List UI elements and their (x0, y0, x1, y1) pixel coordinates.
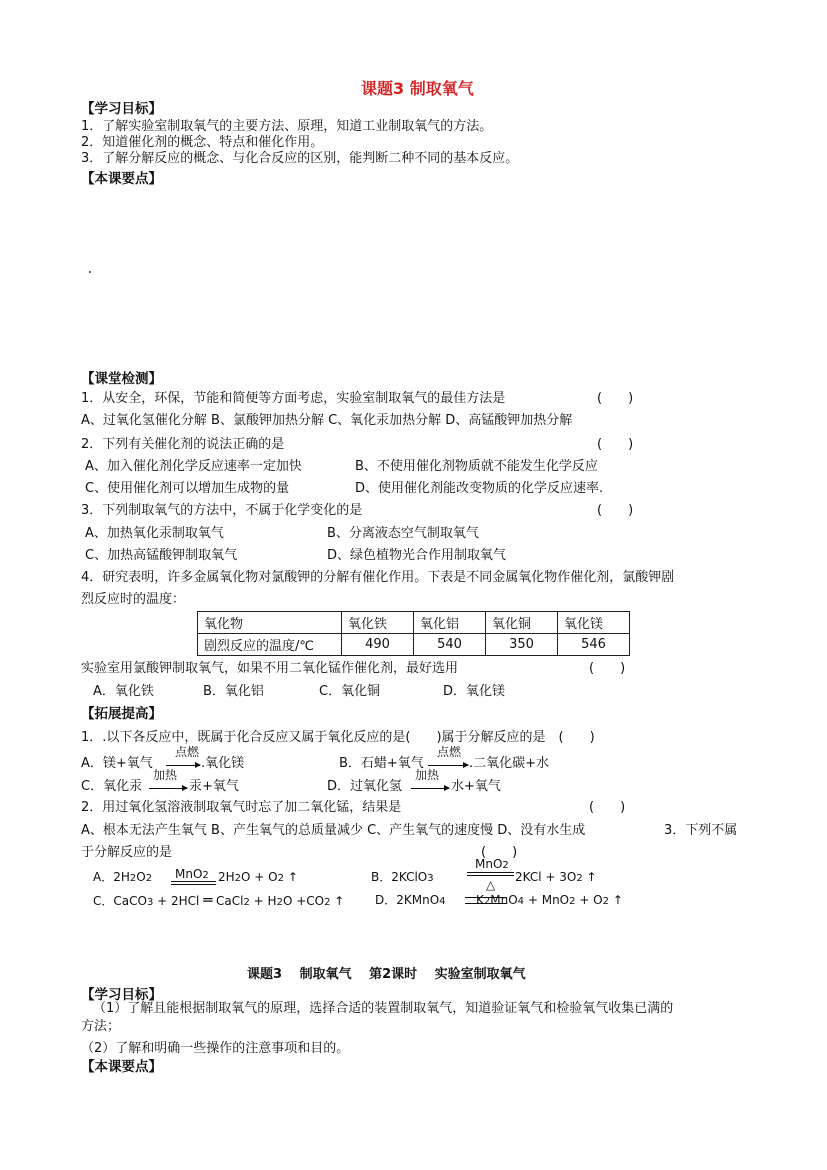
check-q2-option-d: D、使用催化剂能改变物质的化学反应速率. (355, 481, 604, 496)
ext-q2-options: A、根本无法产生氧气 B、产生氧气的总质量减少 C、产生氧气的速度慢 D、没有水生成 (81, 823, 586, 838)
check-q2-stem: 2．下列有关催化剂的说法正确的是 (81, 437, 285, 452)
ext-q1-a-left: A．镁+氧气 (81, 756, 153, 771)
check-q3-option-d: D、绿色植物光合作用制取氧气 (327, 548, 507, 563)
ext-q1-b-right: .二氧化碳+水 (469, 756, 550, 771)
subscript: 2 (483, 896, 491, 907)
check-q1-stem: 1．从安全，环保，节能和简便等方面考虑，实验室制取氧气的最佳方法是 (81, 391, 506, 406)
ext-q1-c-condition: 加热 (153, 768, 178, 782)
subscript: 3 (427, 873, 434, 884)
lesson2-title: 课题3 制取氧气 第2课时 实验室制取氧气 (247, 967, 526, 982)
eq-b (371, 869, 434, 887)
table-cell: 氧化铁 (342, 612, 414, 634)
ext-q1-stem: 1．.以下各反应中，既属于化合反应又属于氧化反应的是( )属于分解反应的是 ( ) (81, 730, 595, 745)
eq-c-product3: O +CO (282, 894, 325, 908)
ext-q3-stem-cont: 于分解反应的是 (81, 845, 173, 860)
check-q2-option-c: C、使用催化剂可以增加生成物的量 (85, 481, 290, 496)
subscript: 2 (129, 873, 137, 884)
ext-q1-a-right: .氧化镁 (201, 756, 245, 771)
learning-goals-heading: 【学习目标】 (81, 101, 162, 117)
catalyst-temperature-table (197, 611, 630, 656)
ext-q1-b-condition: 点燃 (437, 745, 462, 759)
eq-b-heat-symbol: △ (486, 878, 496, 892)
subscript: 2 (324, 897, 331, 908)
gas-arrow-icon: ↑ (612, 893, 623, 907)
ext-q1-a-arrow (166, 765, 200, 766)
eq-a-bar (171, 881, 216, 882)
goal-2: 2．知道催化剂的概念、特点和催化作用。 (81, 135, 324, 150)
table-cell: 350 (486, 634, 558, 656)
check-q2-answer-blank: ( ) (597, 437, 634, 452)
eq-a-products (218, 869, 298, 887)
ext-q1-c-left: C．氧化汞 (81, 779, 143, 794)
subscript: 2 (602, 896, 610, 907)
goal-1: 1．了解实验室制取氧气的主要方法、原理，知道工业制取氧气的方法。 (81, 119, 493, 134)
check-q4-stem-line1: 4．研究表明，许多金属氧化物对氯酸钾的分解有催化作用。下表是不同金属氧化物作催化剂，氯酸钾剧 (81, 570, 675, 585)
eq-c-product2: + H (249, 894, 277, 908)
ext-q1-a-condition: 点燃 (175, 745, 200, 759)
subscript: 2 (576, 873, 583, 884)
eq-a-product1: 2H (218, 870, 235, 884)
table-cell: 氧化镁 (558, 612, 630, 634)
ext-q1-d-right: 水+氧气 (451, 779, 501, 794)
ext-q1-b-left: B．石蜡+氧气 (339, 756, 424, 771)
subscript: 3 (146, 897, 154, 908)
check-q4-question: 实验室用氯酸钾制取氧气，如果不用二氧化锰作催化剂，最好选用 (81, 661, 459, 676)
check-q2-option-b: B、不使用催化剂物质就不能发生化学反应 (355, 459, 598, 474)
eq-a-bar (171, 884, 216, 885)
ext-q3-answer-blank: ( ) (481, 845, 518, 860)
ext-q1-c-right: 汞+氧气 (189, 779, 239, 794)
subscript: 2 (277, 873, 284, 884)
subscript: 2 (202, 870, 209, 881)
check-q3-option-b: B、分离液态空气制取氧气 (327, 526, 479, 541)
eq-b-bar (467, 875, 514, 876)
subscript: 4 (439, 896, 446, 907)
lesson2-item2: （2）了解和明确一些操作的注意事项和目的。 (81, 1041, 350, 1056)
eq-a-reactant: A．2H (93, 870, 130, 884)
eq-a-catalyst-text: MnO (175, 867, 203, 881)
lesson2-key-points-heading: 【本课要点】 (81, 1059, 162, 1075)
check-q3-answer-blank: ( ) (597, 503, 634, 518)
table-cell: 490 (342, 634, 414, 656)
ext-q1-d-left: D．过氧化氢 (327, 779, 403, 794)
table-header-row (198, 612, 630, 634)
table-cell: 氧化铝 (414, 612, 486, 634)
eq-b-reactant: B．2KClO (371, 870, 428, 884)
ext-q2-stem: 2．用过氧化氢溶液制取氧气时忘了加二氧化锰，结果是 (81, 800, 402, 815)
subscript: 2 (234, 873, 242, 884)
lesson2-item1-line2: 方法； (81, 1019, 121, 1034)
eq-d-reactant: D．2KMnO (375, 893, 440, 907)
page-title: 课题3 制取氧气 (361, 79, 474, 98)
eq-b-product: 2KCl + 3O (515, 870, 577, 884)
check-q1-options: A、过氧化氢催化分解 B、氯酸钾加热分解 C、氧化汞加热分解 D、高锰酸钾加热分解 (81, 413, 573, 428)
table-cell: 剧烈反应的温度/℃ (198, 634, 342, 656)
check-q4-option-b: B．氧化铝 (203, 684, 264, 699)
subscript: 2 (243, 897, 250, 908)
ext-q1-d-arrow (411, 788, 449, 789)
eq-c-reactant2: + 2HCl (153, 894, 204, 908)
subscript: 2 (502, 860, 509, 871)
eq-a: A．2H2O2 (93, 870, 153, 884)
check-q2-option-a: A、加入催化剂化学反应速率一定加快 (85, 459, 302, 474)
eq-d-product1b: MnO (490, 893, 518, 907)
gas-arrow-icon: ↑ (586, 870, 597, 884)
check-q4-stem-line2: 烈反应时的温度： (81, 592, 186, 607)
eq-b-products (515, 869, 597, 887)
gas-arrow-icon: ↑ (334, 894, 345, 908)
check-q3-stem: 3．下列制取氧气的方法中，不属于化学变化的是 (81, 503, 363, 518)
subscript: 4 (517, 896, 525, 907)
goal-3: 3．了解分解反应的概念、与化合反应的区别，能判断二种不同的基本反应。 (81, 151, 519, 166)
subscript: 2 (145, 873, 153, 884)
stray-dot (89, 271, 91, 273)
lesson2-item1-line1: （1）了解且能根据制取氧气的原理，选择合适的装置制取氧气，知道验证氧气和检验氧气收集已满的 (93, 1001, 674, 1016)
gas-arrow-icon: ↑ (287, 870, 298, 884)
check-q4-option-c: C．氧化铜 (319, 684, 381, 699)
ext-q2-answer-blank: ( ) (589, 800, 626, 815)
ext-q1-d-condition: 加热 (415, 768, 440, 782)
eq-b-bar (467, 872, 514, 873)
check-q4-option-d: D．氧化镁 (443, 684, 506, 699)
subscript: 2 (569, 896, 576, 907)
classroom-check-heading: 【课堂检测】 (81, 371, 162, 387)
eq-c-product1: CaCl (212, 894, 244, 908)
ext-q1-c-arrow (149, 788, 187, 789)
eq-d-product1: K (476, 893, 484, 907)
key-points-heading: 【本课要点】 (81, 171, 162, 187)
eq-d-product2: + MnO (524, 893, 570, 907)
check-q1-answer-blank: ( ) (597, 391, 634, 406)
eq-c (93, 892, 344, 911)
ext-q1-b-arrow (428, 765, 468, 766)
eq-d (375, 892, 446, 910)
table-cell: 540 (414, 634, 486, 656)
ext-q3-stem-lead: 3．下列不属 (664, 823, 738, 838)
table-cell: 氧化物 (198, 612, 342, 634)
table-cell: 氧化铜 (486, 612, 558, 634)
subscript: 2 (276, 897, 283, 908)
table-row (198, 634, 630, 656)
eq-b-catalyst-text: MnO (475, 857, 503, 871)
extension-heading: 【拓展提高】 (81, 706, 162, 722)
eq-c-reactant: C．CaCO (93, 894, 147, 908)
eq-d-products (476, 892, 623, 910)
check-q3-option-a: A、加热氧化汞制取氧气 (85, 526, 224, 541)
check-q4-answer-blank: ( ) (589, 661, 626, 676)
lesson2-goals-heading: 【学习目标】 (81, 987, 162, 1003)
table-cell: 546 (558, 634, 630, 656)
check-q3-option-c: C、加热高锰酸钾制取氧气 (85, 548, 238, 563)
check-q4-option-a: A．氧化铁 (93, 684, 154, 699)
eq-c-equals: ═ (203, 891, 213, 909)
eq-d-product3: + O (575, 893, 603, 907)
eq-a-product2: O + O (241, 870, 278, 884)
